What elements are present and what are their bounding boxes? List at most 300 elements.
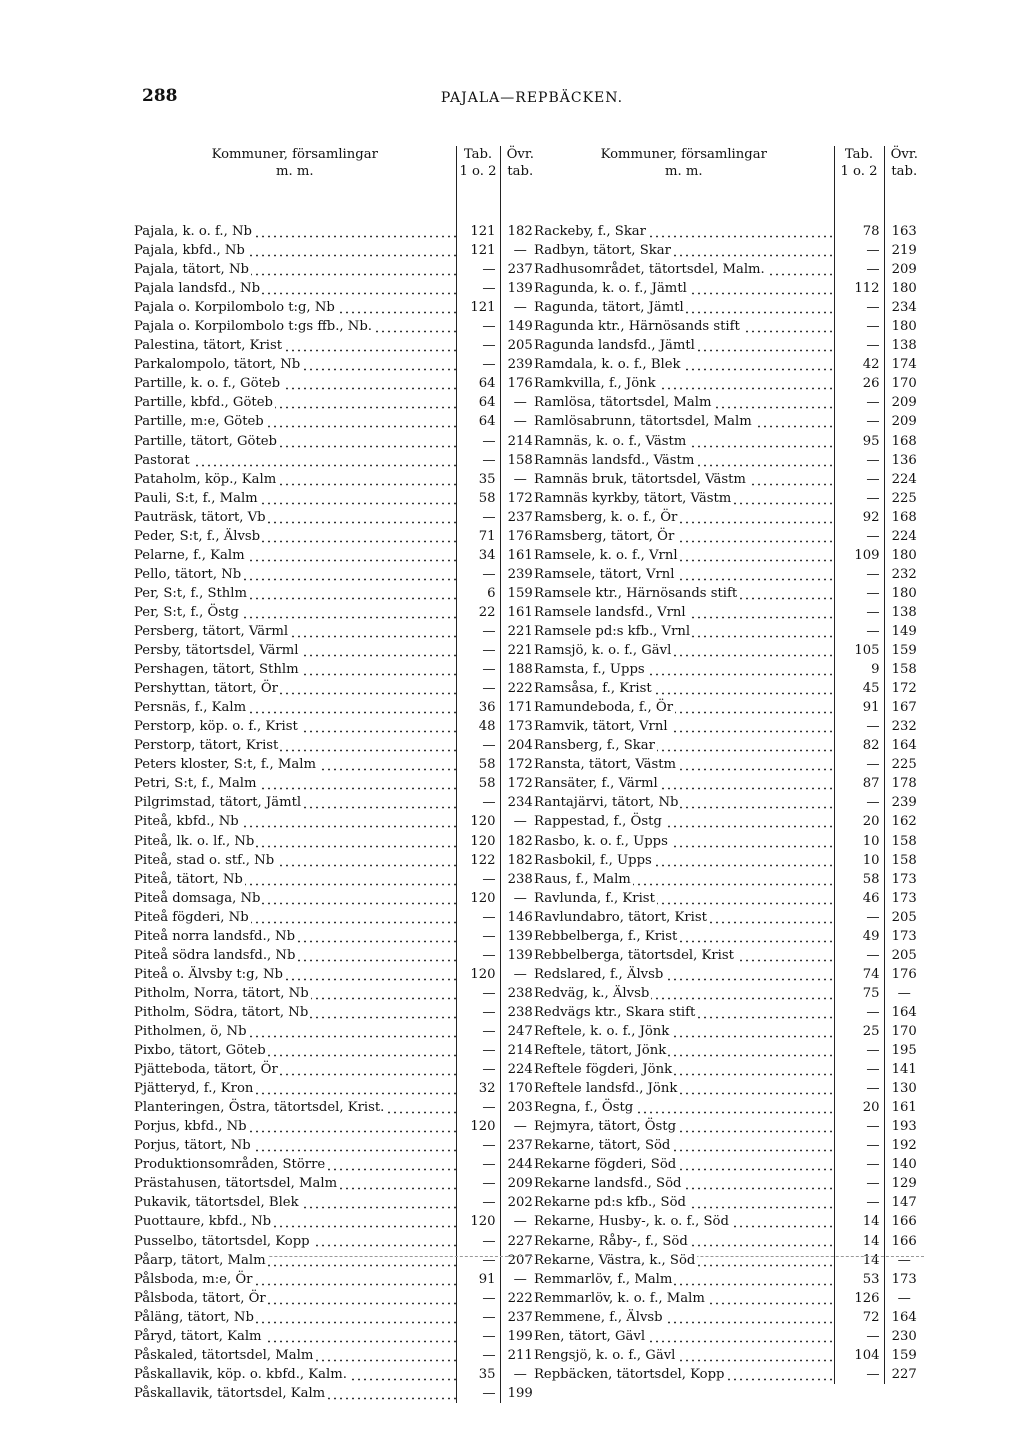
entry-ovr: 140	[884, 1155, 924, 1174]
entry-ovr: 164	[884, 736, 924, 755]
entry-ovr: 147	[884, 1193, 924, 1212]
entry-tab: 32	[456, 1079, 500, 1098]
entry-name: Påryd, tätort, Kalm	[134, 1328, 262, 1344]
entry-tab: —	[456, 679, 500, 698]
entry-name: Ragunda, k. o. f., Jämtl	[534, 281, 687, 297]
table-row	[134, 736, 540, 755]
entry-name: Ramsele landsfd., Vrnl	[534, 604, 686, 620]
entry-tab: —	[834, 260, 884, 279]
entry-ovr: 180	[884, 279, 924, 298]
entry-name: Persberg, tätort, Värml	[134, 624, 289, 639]
entry-tab: —	[834, 584, 884, 603]
entry-name: Perstorp, tätort, Krist	[134, 738, 279, 754]
name-header-line1: Kommuner, församlingar	[211, 147, 378, 162]
entry-ovr: 205	[884, 946, 924, 965]
table-row	[134, 298, 540, 317]
entry-name: Ransta, tätort, Västm	[534, 757, 677, 773]
table-row	[134, 432, 540, 451]
entry-tab: 120	[456, 1212, 500, 1231]
entry-ovr: —	[500, 393, 540, 412]
entry-tab: —	[834, 470, 884, 489]
entry-name: Pålsboda, tätort, Ör	[134, 1290, 266, 1306]
entry-name: Ragunda landsfd., Jämtl	[534, 338, 695, 354]
table-row	[134, 1212, 540, 1231]
entry-ovr: 209	[884, 412, 924, 431]
entry-ovr: 130	[884, 1079, 924, 1098]
entry-name: Raus, f., Malm	[534, 871, 631, 887]
table-row	[134, 774, 540, 793]
entry-ovr: 170	[884, 1022, 924, 1041]
entry-ovr: 170	[884, 374, 924, 393]
entry-ovr: 136	[884, 451, 924, 470]
table-row	[134, 889, 540, 908]
entry-ovr: 209	[884, 260, 924, 279]
table-row	[534, 736, 924, 755]
entry-name: Partille, kbfd., Göteb	[134, 395, 273, 411]
entry-ovr: 205	[884, 908, 924, 927]
entry-ovr: 247	[500, 1022, 540, 1041]
entry-name: Reftele, tätort, Jönk	[534, 1043, 667, 1059]
table-row	[134, 489, 540, 508]
entry-ovr: 211	[500, 1346, 540, 1365]
table-row	[134, 279, 540, 298]
entry-tab: —	[834, 489, 884, 508]
entry-tab: 49	[834, 927, 884, 946]
entry-ovr: 159	[884, 1346, 924, 1365]
entry-name: Påskaled, tätortsdel, Malm	[134, 1347, 314, 1363]
entry-tab: —	[456, 565, 500, 584]
table-row	[534, 1212, 924, 1231]
table-row	[134, 908, 540, 927]
entry-ovr: 205	[500, 336, 540, 355]
entry-tab: 74	[834, 965, 884, 984]
entry-tab: 112	[834, 279, 884, 298]
entry-tab: 121	[456, 222, 500, 241]
entry-tab: 20	[834, 1098, 884, 1117]
entry-name: Radbyn, tätort, Skar	[534, 243, 671, 259]
table-row	[134, 565, 540, 584]
table-row	[134, 679, 540, 698]
table-row	[534, 1022, 924, 1041]
entry-tab: —	[456, 508, 500, 527]
entry-ovr: 171	[500, 698, 540, 717]
entry-tab: 42	[834, 355, 884, 374]
entry-ovr: 232	[884, 717, 924, 736]
entry-ovr: 224	[884, 527, 924, 546]
table-row	[134, 355, 540, 374]
entry-tab: —	[834, 1079, 884, 1098]
entry-name: Pajala landsfd., Nb	[134, 281, 261, 297]
table-row	[134, 984, 540, 1003]
table-row	[534, 717, 924, 736]
table-row	[534, 946, 924, 965]
entry-tab: —	[456, 660, 500, 679]
table-row	[534, 527, 924, 546]
entry-name: Ransäter, f., Värml	[534, 776, 658, 792]
entry-ovr: 174	[884, 355, 924, 374]
entry-ovr: 173	[884, 870, 924, 889]
entry-name: Pajala o. Korpilombolo t:g, Nb	[134, 300, 335, 316]
entry-tab: 48	[456, 717, 500, 736]
table-row	[134, 1346, 540, 1365]
entry-name: Parkalompolo, tätort, Nb	[134, 357, 301, 373]
entry-tab: —	[456, 1003, 500, 1022]
entry-tab: 34	[456, 546, 500, 565]
table-row	[534, 393, 924, 412]
entry-name: Rantajärvi, tätort, Nb	[534, 795, 679, 811]
table-row	[534, 1346, 924, 1365]
table-row	[534, 889, 924, 908]
entry-tab: —	[834, 317, 884, 336]
table-row	[134, 870, 540, 889]
table-row	[534, 603, 924, 622]
entry-tab: 91	[834, 698, 884, 717]
entry-tab: 9	[834, 660, 884, 679]
entry-name: Ramvik, tätort, Vrnl	[534, 719, 668, 735]
entry-name: Ransberg, f., Skar	[534, 738, 655, 754]
entry-ovr: 166	[884, 1231, 924, 1250]
entry-tab: 46	[834, 889, 884, 908]
entry-ovr: 172	[500, 774, 540, 793]
entry-name: Pelarne, f., Kalm	[134, 547, 245, 563]
table-row	[134, 1231, 540, 1250]
name-header-line2: m. m.	[664, 164, 703, 179]
entry-tab: —	[834, 1136, 884, 1155]
table-row	[534, 374, 924, 393]
entry-tab: 58	[456, 489, 500, 508]
table-row	[134, 1308, 540, 1327]
tab-header-line1: Tab.	[844, 147, 874, 162]
entry-tab: 120	[456, 832, 500, 851]
table-row	[534, 1193, 924, 1212]
name-header-line2: m. m.	[275, 164, 314, 179]
table-row	[134, 241, 540, 260]
table-row	[534, 870, 924, 889]
entry-name: Ramsåsa, f., Krist	[534, 681, 652, 697]
entry-name: Piteå, kbfd., Nb	[134, 814, 239, 830]
entry-ovr: 158	[884, 832, 924, 851]
table-row	[134, 1079, 540, 1098]
entry-name: Rekarne, Råby-, f., Söd	[534, 1233, 688, 1249]
entry-name: Regna, f., Östg	[534, 1100, 634, 1116]
table-row	[534, 832, 924, 851]
entry-name: Pershagen, tätort, Sthlm	[134, 662, 299, 678]
entry-tab: 87	[834, 774, 884, 793]
entry-ovr: 199	[500, 1384, 540, 1403]
entry-tab: —	[456, 1022, 500, 1041]
entry-name: Petri, S:t, f., Malm	[134, 776, 257, 792]
entry-tab: —	[834, 336, 884, 355]
entry-tab: 20	[834, 812, 884, 831]
table-row	[534, 279, 924, 298]
entry-ovr: 173	[884, 889, 924, 908]
table-row	[134, 317, 540, 336]
entry-ovr: 238	[500, 1003, 540, 1022]
entry-ovr: 239	[500, 565, 540, 584]
entry-ovr: 224	[500, 1060, 540, 1079]
entry-tab: —	[834, 1174, 884, 1193]
table-row	[534, 679, 924, 698]
entry-ovr: 209	[884, 393, 924, 412]
entry-tab: —	[456, 946, 500, 965]
entry-ovr: 138	[884, 336, 924, 355]
entry-tab: 6	[456, 584, 500, 603]
table-row	[134, 470, 540, 489]
table-row	[534, 1079, 924, 1098]
entry-ovr: 237	[500, 1136, 540, 1155]
ovr-header-line2: tab.	[891, 164, 918, 179]
entry-name: Rekarne pd:s kfb., Söd	[534, 1195, 686, 1211]
entry-ovr: 203	[500, 1098, 540, 1117]
entry-ovr: 170	[500, 1079, 540, 1098]
entry-tab: —	[834, 298, 884, 317]
entry-ovr: 225	[884, 489, 924, 508]
entry-tab: 120	[456, 965, 500, 984]
entry-ovr: 237	[500, 1308, 540, 1327]
entry-tab: 72	[834, 1308, 884, 1327]
table-row	[134, 222, 540, 241]
table-row	[534, 1289, 924, 1308]
entry-tab: 109	[834, 546, 884, 565]
tab-header	[834, 146, 884, 198]
entry-name: Piteå domsaga, Nb	[134, 890, 261, 906]
entry-tab: —	[834, 451, 884, 470]
entry-tab: 26	[834, 374, 884, 393]
entry-name: Peder, S:t, f., Älvsb	[134, 528, 261, 544]
entry-tab: —	[834, 393, 884, 412]
table-row	[534, 1003, 924, 1022]
entry-tab: —	[834, 1155, 884, 1174]
right-table-body	[534, 222, 924, 1384]
entry-ovr: 239	[884, 793, 924, 812]
entry-ovr: —	[500, 1117, 540, 1136]
table-row	[134, 717, 540, 736]
entry-name: Puottaure, kbfd., Nb	[134, 1214, 272, 1230]
name-header	[134, 146, 456, 198]
table-row	[134, 393, 540, 412]
table-row	[534, 927, 924, 946]
entry-name: Pajala, k. o. f., Nb	[134, 224, 252, 240]
entry-tab: 92	[834, 508, 884, 527]
table-row	[134, 1384, 540, 1403]
entry-tab: 71	[456, 527, 500, 546]
entry-tab: 25	[834, 1022, 884, 1041]
table-row	[534, 755, 924, 774]
entry-ovr: 214	[500, 1041, 540, 1060]
entry-ovr: 146	[500, 908, 540, 927]
entry-ovr: 214	[500, 432, 540, 451]
entry-name: Piteå o. Älvsby t:g, Nb	[134, 966, 283, 982]
table-row	[134, 927, 540, 946]
entry-ovr: 182	[500, 222, 540, 241]
entry-tab: —	[456, 1308, 500, 1327]
entry-tab: 120	[456, 812, 500, 831]
table-row	[534, 1270, 924, 1289]
entry-ovr: —	[884, 984, 924, 1003]
table-row	[534, 1251, 924, 1270]
entry-name: Rackeby, f., Skar	[534, 224, 646, 240]
left-header-row	[134, 146, 540, 198]
entry-name: Perstorp, köp. o. f., Krist	[134, 719, 298, 735]
table-row	[534, 1231, 924, 1250]
entry-tab: —	[456, 1060, 500, 1079]
table-row	[134, 374, 540, 393]
table-row	[534, 336, 924, 355]
entry-ovr: 225	[884, 755, 924, 774]
right-index-table	[534, 146, 924, 1384]
entry-name: Ramsberg, k. o. f., Ör	[534, 509, 678, 525]
entry-name: Partille, m:e, Göteb	[134, 414, 264, 430]
entry-name: Remmene, f., Älvsb	[534, 1309, 663, 1325]
entry-ovr: 139	[500, 946, 540, 965]
table-row	[134, 1251, 540, 1270]
tab-header-line1: Tab.	[463, 147, 493, 162]
name-header	[534, 146, 834, 198]
entry-ovr: 176	[884, 965, 924, 984]
entry-name: Porjus, tätort, Nb	[134, 1138, 251, 1154]
table-row	[134, 755, 540, 774]
entry-ovr: 178	[884, 774, 924, 793]
left-index-table	[134, 146, 540, 1403]
table-row	[534, 793, 924, 812]
entry-name: Pitholmen, ö, Nb	[134, 1023, 247, 1039]
entry-name: Pataholm, köp., Kalm	[134, 471, 277, 487]
table-row	[534, 1098, 924, 1117]
entry-name: Pixbo, tätort, Göteb	[134, 1043, 266, 1059]
entry-ovr: 159	[884, 641, 924, 660]
entry-tab: —	[456, 260, 500, 279]
entry-name: Ramsele ktr., Härnösands stift	[534, 585, 738, 601]
entry-ovr: 176	[500, 527, 540, 546]
entry-ovr: 158	[884, 851, 924, 870]
entry-tab: —	[834, 527, 884, 546]
entry-ovr: 204	[500, 736, 540, 755]
table-row	[134, 603, 540, 622]
entry-tab: —	[456, 279, 500, 298]
entry-name: Ramsjö, k. o. f., Gävl	[534, 643, 672, 659]
entry-name: Remmarlöv, f., Malm	[534, 1271, 673, 1287]
table-row	[134, 1136, 540, 1155]
entry-ovr: 238	[500, 984, 540, 1003]
table-row	[534, 1365, 924, 1384]
entry-ovr: 237	[500, 260, 540, 279]
table-row	[134, 1174, 540, 1193]
entry-name: Pusselbo, tätortsdel, Kopp	[134, 1233, 310, 1249]
entry-name: Ramlösabrunn, tätortsdel, Malm	[534, 414, 752, 430]
table-row	[134, 584, 540, 603]
entry-ovr: 172	[500, 755, 540, 774]
table-row	[134, 1327, 540, 1346]
entry-tab: 126	[834, 1289, 884, 1308]
entry-tab: —	[456, 1174, 500, 1193]
entry-tab: —	[834, 1327, 884, 1346]
table-row	[134, 1098, 540, 1117]
entry-tab: —	[456, 984, 500, 1003]
entry-name: Piteå, stad o. stf., Nb	[134, 852, 275, 868]
entry-tab: —	[834, 622, 884, 641]
entry-name: Påarp, tätort, Malm	[134, 1252, 266, 1268]
table-row	[134, 1365, 540, 1384]
entry-tab: —	[834, 1117, 884, 1136]
table-row	[534, 1327, 924, 1346]
entry-ovr: 230	[884, 1327, 924, 1346]
entry-name: Ramsele, k. o. f., Vrnl	[534, 547, 678, 563]
entry-tab: —	[456, 1193, 500, 1212]
entry-name: Partille, tätort, Göteb	[134, 433, 277, 449]
entry-tab: —	[456, 927, 500, 946]
entry-name: Radhusområdet, tätortsdel, Malm.	[534, 262, 765, 278]
entry-ovr: —	[884, 1251, 924, 1270]
table-row	[534, 641, 924, 660]
entry-ovr: 167	[884, 698, 924, 717]
entry-tab: 10	[834, 851, 884, 870]
entry-tab: —	[834, 946, 884, 965]
table-row	[134, 451, 540, 470]
entry-ovr: 222	[500, 679, 540, 698]
entry-name: Pajala, kbfd., Nb	[134, 243, 245, 259]
entry-ovr: —	[500, 1270, 540, 1289]
entry-name: Rengsjö, k. o. f., Gävl	[534, 1347, 676, 1363]
entry-ovr: 199	[500, 1327, 540, 1346]
entry-name: Ramkvilla, f., Jönk	[534, 376, 656, 392]
entry-tab: 58	[456, 755, 500, 774]
tab-header	[456, 146, 500, 198]
entry-tab: 45	[834, 679, 884, 698]
entry-ovr: —	[500, 965, 540, 984]
entry-tab: 53	[834, 1270, 884, 1289]
entry-tab: 64	[456, 393, 500, 412]
entry-tab: —	[456, 1251, 500, 1270]
entry-name: Ramnäs bruk, tätortsdel, Västm	[534, 471, 746, 487]
entry-name: Planteringen, Östra, tätortsdel, Krist.	[134, 1100, 385, 1116]
entry-ovr: 161	[884, 1098, 924, 1117]
entry-ovr: 129	[884, 1174, 924, 1193]
entry-name: Pitholm, Norra, tätort, Nb	[134, 985, 309, 1001]
table-row	[534, 489, 924, 508]
entry-name: Ren, tätort, Gävl	[534, 1328, 646, 1344]
entry-name: Redslared, f., Älvsb	[534, 966, 664, 982]
table-row	[134, 946, 540, 965]
table-row	[134, 832, 540, 851]
entry-name: Pålsboda, m:e, Ör	[134, 1271, 253, 1287]
entry-name: Peters kloster, S:t, f., Malm	[134, 757, 316, 773]
entry-tab: —	[456, 1346, 500, 1365]
table-row	[534, 965, 924, 984]
entry-ovr: 207	[500, 1251, 540, 1270]
table-row	[134, 965, 540, 984]
entry-ovr: 164	[884, 1308, 924, 1327]
entry-name: Ramsele, tätort, Vrnl	[534, 566, 675, 582]
ovr-header-line1: Övr.	[506, 147, 534, 162]
entry-name: Pjätteboda, tätort, Ör	[134, 1062, 278, 1078]
entry-tab: 14	[834, 1251, 884, 1270]
entry-tab: —	[456, 1136, 500, 1155]
entry-name: Per, S:t, f., Sthlm	[134, 585, 248, 601]
table-row	[134, 851, 540, 870]
table-row	[534, 241, 924, 260]
entry-tab: 64	[456, 412, 500, 431]
running-head: PAJALA—REPBÄCKEN.	[440, 90, 624, 106]
entry-ovr: 168	[884, 432, 924, 451]
table-row	[534, 984, 924, 1003]
table-row	[534, 1136, 924, 1155]
entry-name: Ramnäs landsfd., Västm	[534, 452, 695, 468]
entry-tab: —	[834, 1041, 884, 1060]
entry-tab: 78	[834, 222, 884, 241]
table-row	[134, 1155, 540, 1174]
entry-name: Persnäs, f., Kalm	[134, 700, 247, 716]
entry-name: Piteå fögderi, Nb	[134, 909, 249, 925]
